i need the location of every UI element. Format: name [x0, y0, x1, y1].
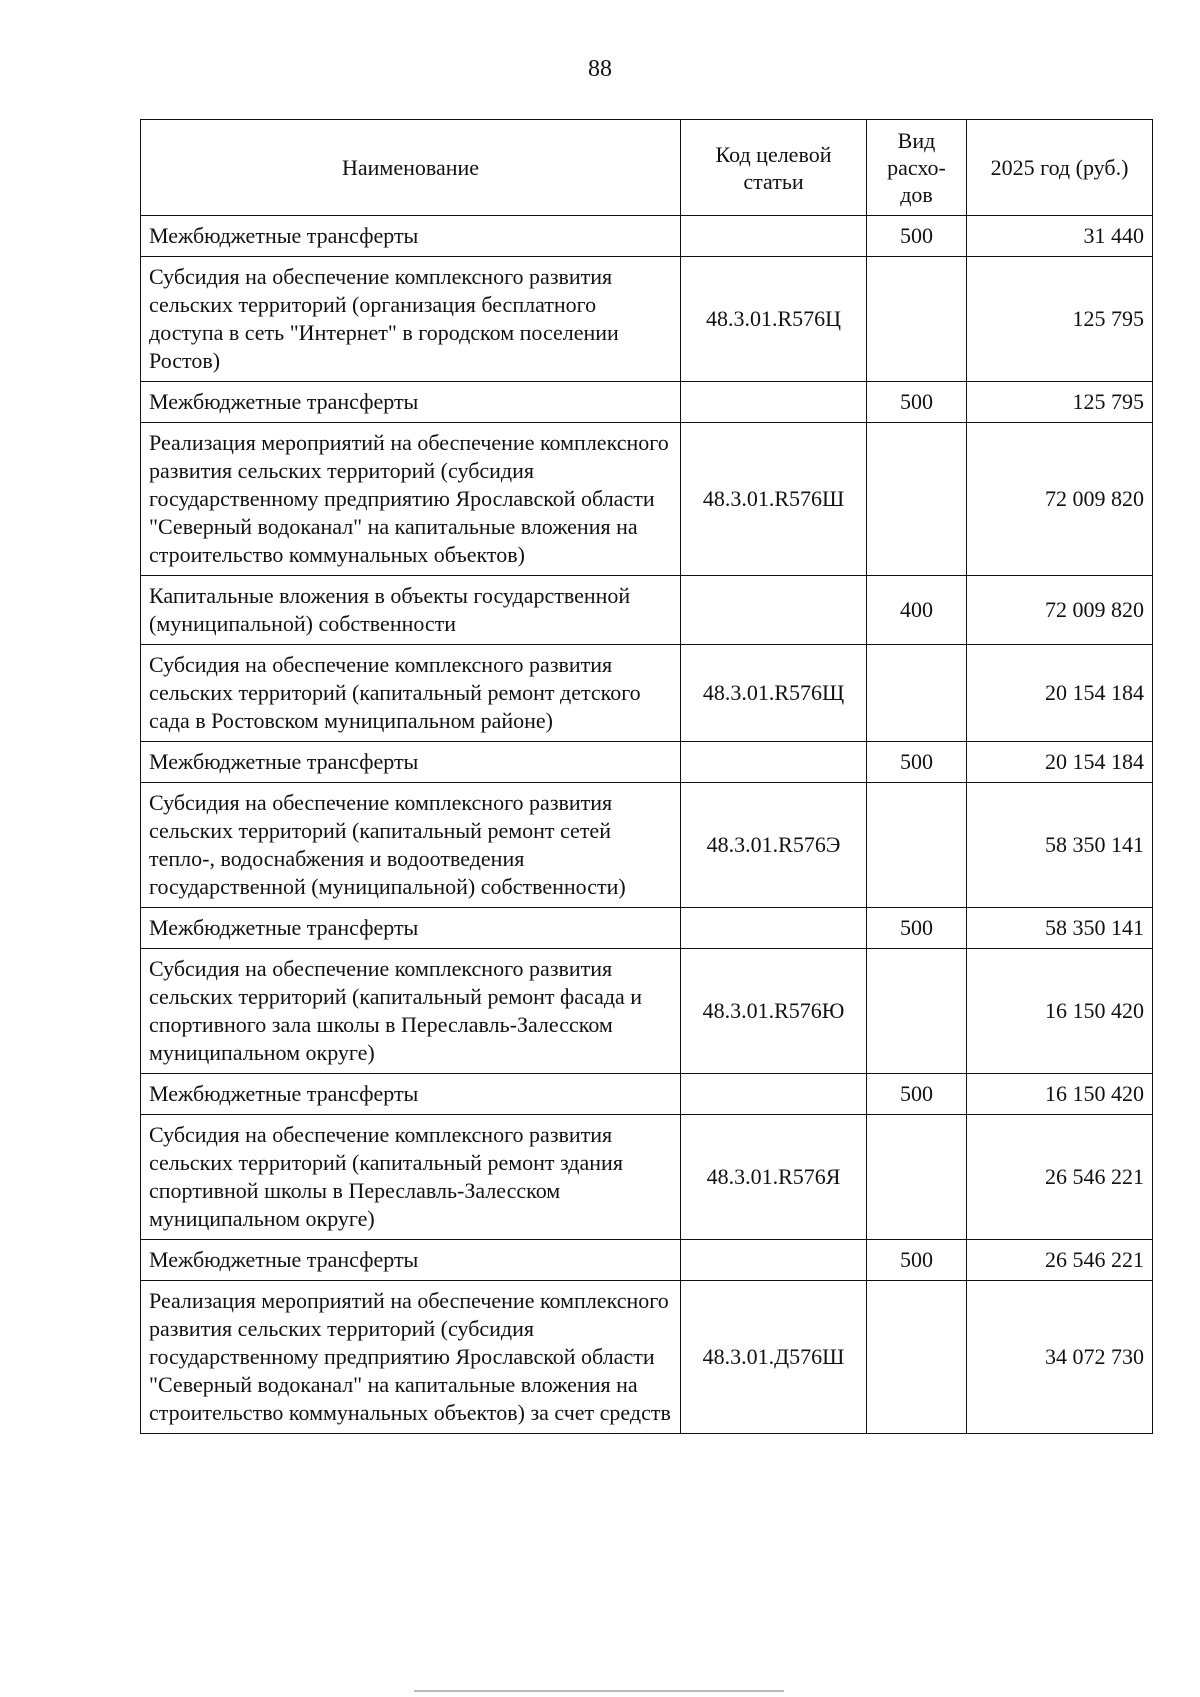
row-code-cell: 48.3.01.R576Э: [681, 783, 867, 908]
row-code-cell: [681, 216, 867, 257]
row-kind-cell: [867, 423, 967, 576]
row-name-cell: Межбюджетные трансферты: [141, 382, 681, 423]
row-name-cell: Субсидия на обеспечение комплексного развития сельских территорий (организация бесплатного доступа в сеть "Интернет" в городском поселении Ростов): [141, 257, 681, 382]
row-code-cell: [681, 742, 867, 783]
row-code-cell: 48.3.01.R576Я: [681, 1115, 867, 1240]
row-kind-cell: 500: [867, 1240, 967, 1281]
row-kind-cell: 400: [867, 576, 967, 645]
row-amount-cell: 125 795: [967, 257, 1153, 382]
row-name-cell: Субсидия на обеспечение комплексного развития сельских территорий (капитальный ремонт детского сада в Ростовском муниципальном районе): [141, 645, 681, 742]
row-kind-cell: 500: [867, 908, 967, 949]
row-name-cell: Межбюджетные трансферты: [141, 908, 681, 949]
table-row: [141, 576, 1153, 645]
row-amount-cell: 58 350 141: [967, 783, 1153, 908]
row-kind-cell: [867, 783, 967, 908]
row-kind-cell: [867, 1281, 967, 1434]
row-name-cell: Межбюджетные трансферты: [141, 742, 681, 783]
row-amount-cell: 125 795: [967, 382, 1153, 423]
table-row: [141, 1240, 1153, 1281]
table-body: [141, 216, 1153, 1434]
header-amount: 2025 год (руб.): [967, 120, 1153, 216]
row-kind-cell: [867, 1115, 967, 1240]
row-code-cell: [681, 576, 867, 645]
budget-table: [140, 119, 1153, 1434]
row-code-cell: 48.3.01.R576Щ: [681, 645, 867, 742]
row-name-cell: Межбюджетные трансферты: [141, 1240, 681, 1281]
header-code: Код целевой статьи: [681, 120, 867, 216]
row-kind-cell: 500: [867, 382, 967, 423]
row-amount-cell: 31 440: [967, 216, 1153, 257]
header-kind: Вид расхо-дов: [867, 120, 967, 216]
row-kind-cell: 500: [867, 742, 967, 783]
row-kind-cell: [867, 257, 967, 382]
row-amount-cell: 58 350 141: [967, 908, 1153, 949]
row-amount-cell: 72 009 820: [967, 576, 1153, 645]
row-amount-cell: 16 150 420: [967, 949, 1153, 1074]
row-amount-cell: 34 072 730: [967, 1281, 1153, 1434]
row-kind-cell: 500: [867, 216, 967, 257]
row-name-cell: Реализация мероприятий на обеспечение комплексного развития сельских территорий (субсидия государственному предприятию Ярославской области "Северный водоканал" на капитальные вложения на строительство коммунальных объектов): [141, 423, 681, 576]
row-code-cell: 48.3.01.R576Ц: [681, 257, 867, 382]
table-row: [141, 908, 1153, 949]
row-amount-cell: 72 009 820: [967, 423, 1153, 576]
header-name: Наименование: [141, 120, 681, 216]
table-row: [141, 1115, 1153, 1240]
row-code-cell: 48.3.01.R576Ю: [681, 949, 867, 1074]
table-row: [141, 382, 1153, 423]
row-kind-cell: [867, 645, 967, 742]
table-row: [141, 742, 1153, 783]
table-row: [141, 1074, 1153, 1115]
table-row: [141, 645, 1153, 742]
row-name-cell: Межбюджетные трансферты: [141, 1074, 681, 1115]
page-number: 88: [588, 56, 612, 82]
table-row: [141, 257, 1153, 382]
row-amount-cell: 26 546 221: [967, 1240, 1153, 1281]
row-code-cell: [681, 908, 867, 949]
row-name-cell: Межбюджетные трансферты: [141, 216, 681, 257]
row-code-cell: [681, 382, 867, 423]
row-amount-cell: 20 154 184: [967, 645, 1153, 742]
row-amount-cell: 20 154 184: [967, 742, 1153, 783]
table-row: [141, 783, 1153, 908]
row-kind-cell: 500: [867, 1074, 967, 1115]
table-row: [141, 949, 1153, 1074]
row-name-cell: Субсидия на обеспечение комплексного развития сельских территорий (капитальный ремонт здания спортивной школы в Переславль-Залесском муниципальном округе): [141, 1115, 681, 1240]
row-amount-cell: 16 150 420: [967, 1074, 1153, 1115]
row-code-cell: [681, 1074, 867, 1115]
table-row: [141, 1281, 1153, 1434]
row-code-cell: 48.3.01.R576Ш: [681, 423, 867, 576]
row-kind-cell: [867, 949, 967, 1074]
row-name-cell: Субсидия на обеспечение комплексного развития сельских территорий (капитальный ремонт сетей тепло-, водоснабжения и водоотведения государственной (муниципальной) собственности): [141, 783, 681, 908]
row-name-cell: Капитальные вложения в объекты государственной (муниципальной) собственности: [141, 576, 681, 645]
row-code-cell: [681, 1240, 867, 1281]
row-name-cell: Реализация мероприятий на обеспечение комплексного развития сельских территорий (субсидия государственному предприятию Ярославской области "Северный водоканал" на капитальные вложения на строительство коммунальных объектов) за счет средств: [141, 1281, 681, 1434]
table-row: [141, 216, 1153, 257]
row-name-cell: Субсидия на обеспечение комплексного развития сельских территорий (капитальный ремонт фасада и спортивного зала школы в Переславль-Залесском муниципальном округе): [141, 949, 681, 1074]
row-code-cell: 48.3.01.Д576Ш: [681, 1281, 867, 1434]
footer-rule: [414, 1690, 784, 1692]
table-header-row: [141, 120, 1153, 216]
row-amount-cell: 26 546 221: [967, 1115, 1153, 1240]
table-row: [141, 423, 1153, 576]
